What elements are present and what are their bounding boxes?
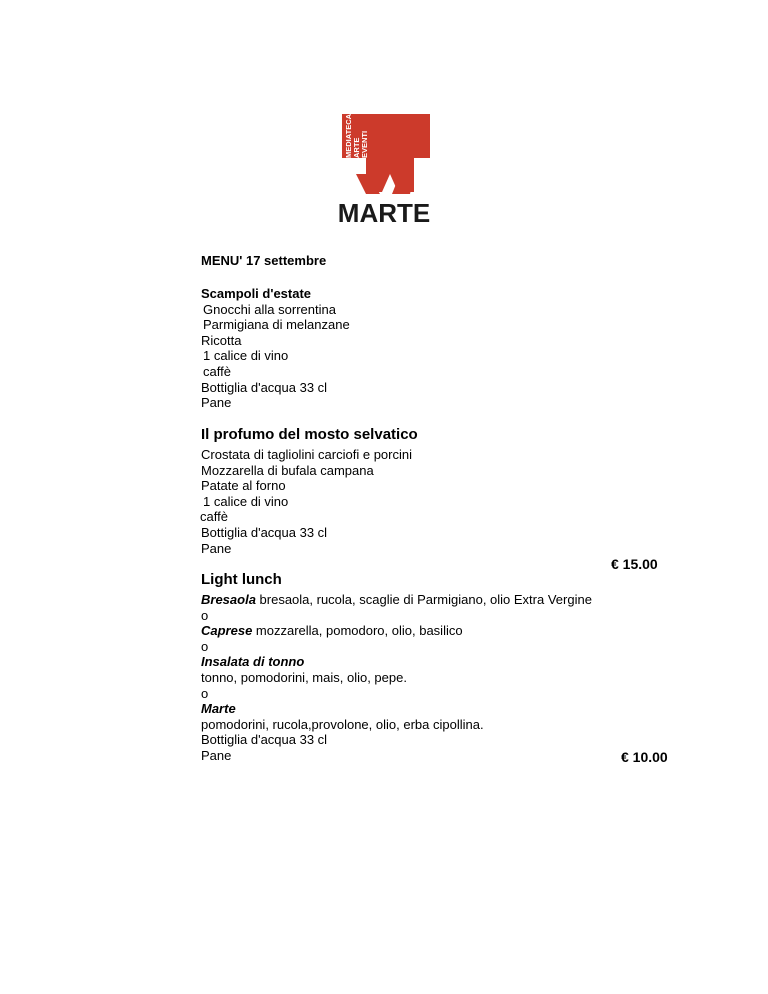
list-item: Pane xyxy=(201,540,232,556)
logo-wordmark: MARTE xyxy=(337,198,431,225)
list-item: 1 calice di vino xyxy=(203,348,289,364)
section-title: Light lunch xyxy=(201,571,282,588)
logo-mediateca-text: MEDIATECA xyxy=(344,113,353,158)
list-item: Pane xyxy=(201,747,232,763)
marte-logo xyxy=(334,110,434,225)
price-section2: € 15.00 xyxy=(611,556,658,572)
separator: o xyxy=(201,685,209,701)
list-item: caffè xyxy=(203,363,231,379)
option-name: Marte xyxy=(201,701,236,717)
list-item: 1 calice di vino xyxy=(203,493,289,509)
section-light-lunch xyxy=(201,572,592,764)
option-desc: mozzarella, pomodoro, olio, basilico xyxy=(252,623,463,639)
option-bresaola xyxy=(201,592,592,608)
logo-eventi-text: EVENTI xyxy=(360,130,369,158)
option-name: Bresaola xyxy=(201,592,256,607)
option-name: Caprese xyxy=(201,623,253,639)
separator: o xyxy=(201,607,209,623)
list-item: Patate al forno xyxy=(201,478,286,494)
separator: o xyxy=(201,638,209,654)
list-item: Crostata di tagliolini carciofi e porcini xyxy=(201,447,412,462)
list-item: Bottiglia d'acqua 33 cl xyxy=(201,524,328,540)
section-title: Il profumo del mosto selvatico xyxy=(201,426,418,443)
section-profumo xyxy=(201,427,418,556)
list-item: caffè xyxy=(200,509,228,525)
menu-header: MENU' 17 settembre xyxy=(201,253,327,268)
price-section3: € 10.00 xyxy=(621,749,668,765)
section-scampoli xyxy=(201,286,350,411)
option-desc: tonno, pomodorini, mais, olio, pepe. xyxy=(201,669,407,685)
list-item: Ricotta xyxy=(201,332,242,348)
list-item: Bottiglia d'acqua 33 cl xyxy=(201,732,328,748)
list-item: Mozzarella di bufala campana xyxy=(201,462,374,478)
list-item: Parmigiana di melanzane xyxy=(203,317,350,333)
section-title: Scampoli d'estate xyxy=(201,286,312,301)
option-caprese xyxy=(201,623,592,639)
logo-arte-text: ARTE xyxy=(352,137,361,158)
option-name: Insalata di tonno xyxy=(201,654,305,670)
list-item: Gnocchi alla sorrentina xyxy=(203,301,336,317)
list-item: Bottiglia d'acqua 33 cl xyxy=(201,379,328,395)
marte-logo-graphic xyxy=(334,110,434,225)
option-desc: bresaola, rucola, scaglie di Parmigiano, olio Extra Vergine xyxy=(255,592,592,607)
list-item: Pane xyxy=(201,395,232,411)
option-desc: pomodorini, rucola,provolone, olio, erba cipollina. xyxy=(201,716,484,732)
